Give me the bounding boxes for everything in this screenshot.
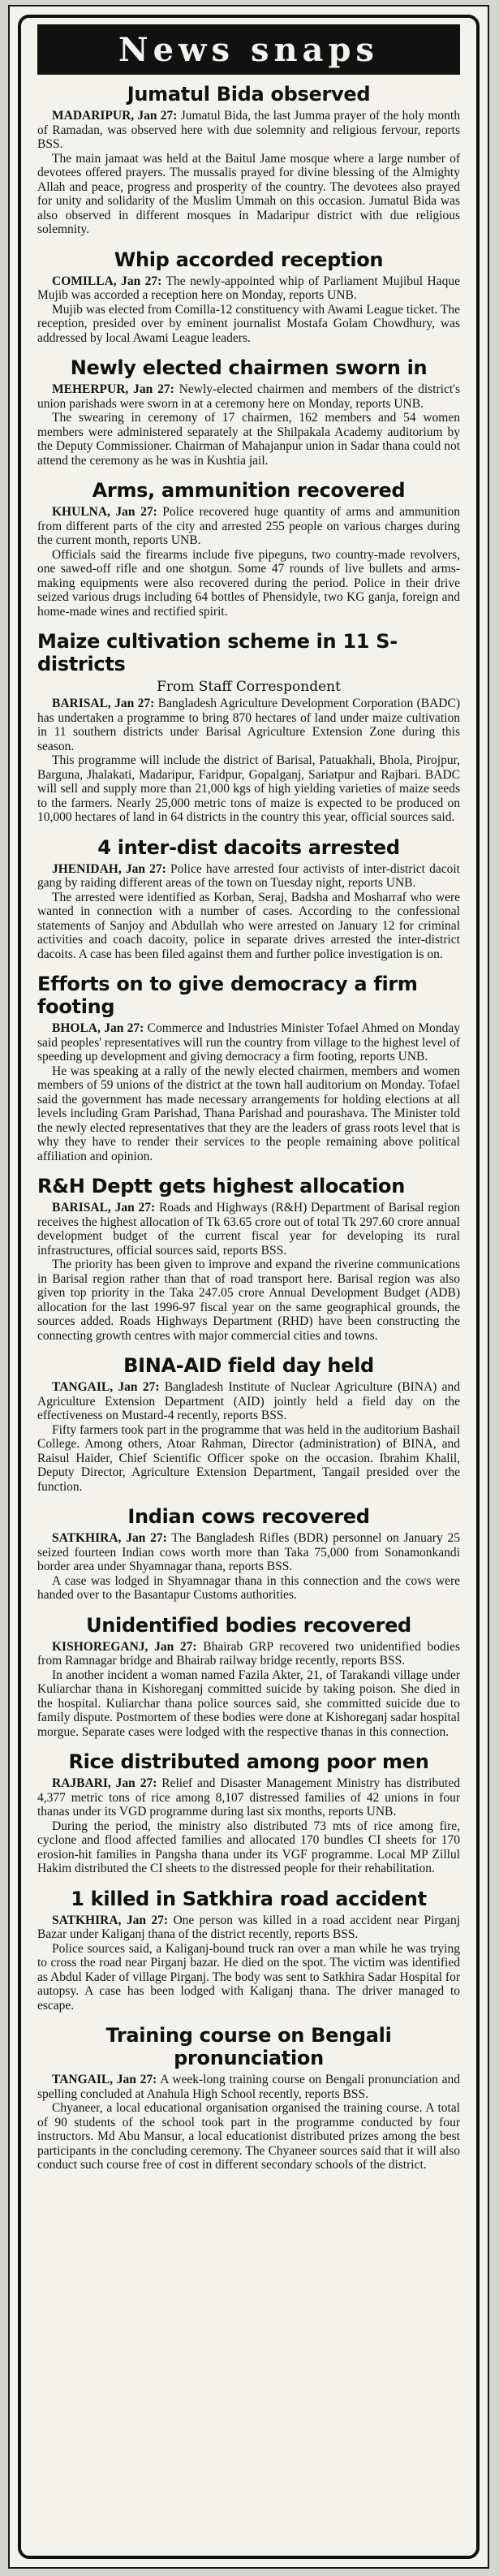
story-paragraph	[37, 382, 460, 411]
story-text: Bangladesh Agriculture Development Corporation (BADC) has undertaken a programme to bring 870 hectares of land under maize cultivation in 11 southern districts under Barisal Agriculture Extension Zone during this season.	[37, 697, 460, 753]
story-paragraph	[37, 1531, 460, 1574]
story-rice-distributed	[37, 1750, 460, 1876]
story-headline: Jumatul Bida observed	[127, 83, 371, 106]
story-bodies-recovered	[37, 1614, 460, 1740]
story-byline: From Staff Correspondent	[157, 679, 341, 695]
story-dateline: MEHERPUR, Jan 27:	[52, 382, 174, 396]
story-dateline: RAJBARI, Jan 27:	[52, 1776, 157, 1790]
story-dateline: SATKHIRA, Jan 27:	[52, 1531, 167, 1545]
story-paragraph	[37, 303, 460, 346]
story-text: Jumatul Bida, the last Jumma prayer of the holy month of Ramadan, was observed here with due solemnity and religious fervour, reports BSS.	[37, 109, 460, 151]
story-text: The swearing in ceremony of 17 chairmen, 162 members and 54 women members were administered separately at the Shilpakala Academy auditorium by the Deputy Commissioner. Chairman of Mahajanpur union in Sadar thana could not attend the ceremony as he was in Kushtia jail.	[37, 411, 460, 468]
story-dateline: KHULNA, Jan 27:	[52, 505, 157, 519]
story-text: Roads and Highways (R&H) Department of Barisal region receives the highest allocation of Tk 63.65 crore out of total Tk 297.60 crore annual development budget of the current fiscal year for developing its rural infrastructures, official sources said, reports BSS.	[37, 1201, 460, 1258]
story-paragraph	[37, 1640, 460, 1668]
story-text: Mujib was elected from Comilla-12 constituency with Awami League ticket. The reception, presided over by eminent journalist Mostafa Golam Chowdhury, was addressed by local Awami League leaders.	[37, 302, 460, 345]
story-paragraph	[37, 548, 460, 619]
story-democracy-efforts	[37, 973, 460, 1163]
story-bengali-pronunciation	[37, 2024, 460, 2173]
story-paragraph	[37, 274, 460, 303]
story-dateline: JHENIDAH, Jan 27:	[52, 861, 166, 876]
news-snaps-box	[18, 15, 480, 2559]
story-text: In another incident a woman named Fazila Akter, 21, of Tarakandi village under Kuliarchar thana in Kishoreganj committed suicide by taking poison. She died in the hospital. Kuliarchar thana police sources said, she committed suicide due to family dispute. Postmortem of these bodies were done at Kishoreganj sadar hospital morgue. Separate cases were lodged with the respective thanas in this connection.	[37, 1668, 460, 1739]
story-dateline: MADARIPUR, Jan 27:	[52, 109, 178, 123]
story-text: He was speaking at a rally of the newly elected chairmen, members and women members of 59 unions of the district at the town hall auditorium on Monday. Tofael said the government has made necessary arrangements for holding elections at all levels including Gram Parishad, Thana Parishad and pourashava. The Minister told the newly elected representatives that they are the leaders of grass roots level that is why they have to render their services to the people remaining above political affiliation and opinion.	[37, 1064, 460, 1163]
story-text: Bangladesh Institute of Nuclear Agriculture (BINA) and Agriculture Extension Department (AID) jointly held a field day on the effectiveness on Mustard-4 recently, reports BSS.	[37, 1380, 460, 1422]
story-arms-recovered	[37, 479, 460, 619]
story-paragraph	[37, 1574, 460, 1603]
story-headline: Whip accorded reception	[114, 248, 384, 271]
story-text: The arrested were identified as Korban, Seraj, Badsha and Mosharraf who were wanted in connection with a number of cases. According to the confessional statements of Sanjoy and Abdullah who were arrested on January 12 for criminal activities and coach dacoity, police in separate drives arrested the inter-district dacoits. A case has been filed against them and further police investigation is on.	[37, 890, 460, 961]
story-cows-recovered	[37, 1505, 460, 1603]
story-headline: Maize cultivation scheme in 11 S-districts	[37, 630, 398, 675]
story-text: A case was lodged in Shyamnagar thana in this connection and the cows were handed over to the Basantapur Customs authorities.	[37, 1573, 460, 1602]
story-paragraph	[37, 862, 460, 891]
story-paragraph	[37, 1819, 460, 1876]
story-headline: Arms, ammunition recovered	[92, 479, 406, 502]
story-paragraph	[37, 1942, 460, 2013]
story-headline: Training course on Bengali pronunciation	[105, 2024, 392, 2069]
story-paragraph	[37, 1380, 460, 1423]
story-paragraph	[37, 152, 460, 237]
story-whip-reception	[37, 248, 460, 346]
story-paragraph	[37, 411, 460, 468]
story-maize-cultivation	[37, 630, 460, 825]
story-headline: Rice distributed among poor men	[68, 1750, 429, 1773]
story-satkhira-accident	[37, 1888, 460, 2013]
story-paragraph	[37, 753, 460, 825]
story-text: Newly-elected chairmen and members of the district's union parishads were sworn in at a ceremony here on Monday, reports UNB.	[37, 382, 460, 411]
story-dateline: KISHOREGANJ, Jan 27:	[52, 1639, 197, 1654]
story-headline: Efforts on to give democracy a firm footing	[37, 973, 418, 1018]
story-paragraph	[37, 1668, 460, 1740]
story-paragraph	[37, 109, 460, 152]
story-text: Chyaneer, a local educational organisation organised the training course. A total of 90 students of the school took part in the programme conducted by four instructors. Md Abu Mansur, a local educationist distributed prizes among the best participants in the concluding ceremony. The Chyaneer sources said that it will also conduct such course free of cost in different secondary schools of the district.	[37, 2101, 460, 2172]
story-headline: 1 killed in Satkhira road accident	[71, 1887, 427, 1910]
story-paragraph	[37, 1021, 460, 1064]
story-text: Bhairab GRP recovered two unidentified bodies from Ramnagar bridge and Bhairab railway bridge recently, reports BSS.	[37, 1639, 460, 1668]
story-text: A week-long training course on Bengali pronunciation and spelling concluded at Anahula High School recently, reports BSS.	[37, 2073, 461, 2101]
story-headline: R&H Deptt gets highest allocation	[37, 1175, 406, 1197]
story-text: The Bangladesh Rifles (BDR) personnel on January 25 seized fourteen Indian cows worth more than Taka 75,000 from Sonamonkandi border area under Shyamnagar thana, reports BSS.	[37, 1531, 460, 1573]
newspaper-clipping	[8, 5, 489, 2569]
story-dateline: TANGAIL, Jan 27:	[52, 2073, 157, 2086]
story-chairmen-sworn	[37, 356, 460, 468]
story-text: This programme will include the district of Barisal, Patuakhali, Bhola, Pirojpur, Barguna, Jhalakati, Madaripur, Faridpur, Gopalganj, Sariatpur and Rajbari. BADC will sell and supply more than 21,000 kgs of high yielding varieties of maize seeds to the farmers. Nearly 25,000 metric tons of maize is expected to be produced on 10,000 hectares of land in 64 districts in the country this year, official sources said.	[37, 753, 460, 824]
story-text: Relief and Disaster Management Ministry has distributed 4,377 metric tons of rice among 8,107 distressed families of 42 unions in four thanas under its VGD programme during last six months, reports UNB.	[37, 1776, 460, 1819]
story-dateline: BARISAL, Jan 27:	[52, 1201, 156, 1215]
story-bina-aid	[37, 1354, 460, 1494]
story-dateline: BARISAL, Jan 27:	[52, 697, 155, 710]
story-dacoits-arrested	[37, 836, 460, 962]
page-title: News snaps	[37, 24, 460, 75]
story-text: The newly-appointed whip of Parliament Mujibul Haque Mujib was accorded a reception here on Monday, reports UNB.	[37, 274, 460, 302]
story-text: The priority has been given to improve and expand the riverine communications in Barisal region rather than that of road transport here. Barisal region was also given top priority in the Taka 247.05 crore Annual Development Budget (ADB) allocation for the last 1996-97 fiscal year on the same geographical grounds, the sources added. Roads Highways Department (RHD) have been constructing the connecting growth centres with major commercial cities and towns.	[37, 1258, 460, 1343]
story-text: Fifty farmers took part in the programme that was held in the auditorium Bashail College. Among others, Atoar Rahman, Director (administration) of BINA, and Raisul Haider, Chief Scientific Officer spoke on the occasion. Ibrahim Khalil, Deputy Director, Agriculture Extension Department, Tangail presided over the function.	[37, 1422, 460, 1494]
story-jumatul-bida	[37, 83, 460, 237]
story-paragraph	[37, 1776, 460, 1819]
story-paragraph	[37, 505, 460, 548]
story-dateline: COMILLA, Jan 27:	[52, 274, 162, 288]
story-text: Police recovered huge quantity of arms and ammunition from different parts of the city and arrested 255 people on various charges during the current month, reports UNB.	[37, 505, 460, 547]
story-paragraph	[37, 1258, 460, 1343]
story-text: Officials said the firearms include five pipeguns, two country-made revolvers, one sawed-off rifle and one shotgun. Some 47 rounds of live bullets and arms-making equipments were also recovered during the period. Police in their drive seized various drugs including 64 bottles of Phensidyle, two KG ganja, foreign and home-made wines and rectified spirit.	[37, 547, 460, 619]
story-paragraph	[37, 891, 460, 962]
story-paragraph	[37, 1201, 460, 1258]
story-text: One person was killed in a road accident near Pirganj Bazar under Kaliganj thana of the district recently, reports BSS.	[37, 1913, 460, 1941]
story-text: The main jamaat was held at the Baitul Jame mosque where a large number of devotees offered prayers. The mussalis prayed for divine blessing of the Almighty Allah and peace, progress and prosperity of the country. The devotees also prayed for unity and solidarity of the Muslim Ummah on this occasion. Jumatul Bida was also observed in different mosques in Madaripur district with due religious solemnity.	[37, 151, 460, 236]
story-headline: Indian cows recovered	[127, 1505, 370, 1528]
story-headline: Newly elected chairmen sworn in	[70, 356, 428, 379]
story-paragraph	[37, 1914, 460, 1942]
story-rhd-allocation	[37, 1175, 460, 1343]
stories-column	[37, 83, 460, 2173]
story-dateline: SATKHIRA, Jan 27:	[52, 1913, 169, 1927]
story-paragraph	[37, 2073, 460, 2101]
story-text: During the period, the ministry also distributed 73 mts of rice among fire, cyclone and flood affected families and allocated 170 bundles CI sheets for 170 erosion-hit families in Pangsha thana under its VGF programme. Local MP Zillul Hakim distributed the CI sheets to the distressed people for their rehabilitation.	[37, 1819, 460, 1875]
story-paragraph	[37, 2101, 460, 2173]
story-headline: Unidentified bodies recovered	[86, 1613, 411, 1637]
story-text: Police have arrested four activists of inter-district dacoit gang by raiding different areas of the town on Tuesday night, reports UNB.	[37, 861, 460, 890]
story-headline: BINA-AID field day held	[123, 1354, 374, 1377]
story-paragraph	[37, 1423, 460, 1495]
story-headline: 4 inter-dist dacoits arrested	[97, 835, 400, 859]
story-paragraph	[37, 1064, 460, 1164]
story-dateline: TANGAIL, Jan 27:	[52, 1380, 160, 1394]
story-text: Police sources said, a Kaliganj-bound truck ran over a man while he was trying to cross the road near Pirganj bazar. He died on the spot. The victim was identified as Abdul Kader of village Pirganj. The body was sent to Satkhira Sadar Hospital for autopsy. A case has been lodged with Kaliganj thana. The driver managed to escape.	[37, 1941, 460, 2013]
story-text: Commerce and Industries Minister Tofael Ahmed on Monday said peoples' representatives will run the country from village to the highest level of speeding up development and giving democracy a firm footing, reports UNB.	[37, 1021, 461, 1064]
story-paragraph	[37, 697, 460, 753]
story-dateline: BHOLA, Jan 27:	[52, 1021, 144, 1035]
